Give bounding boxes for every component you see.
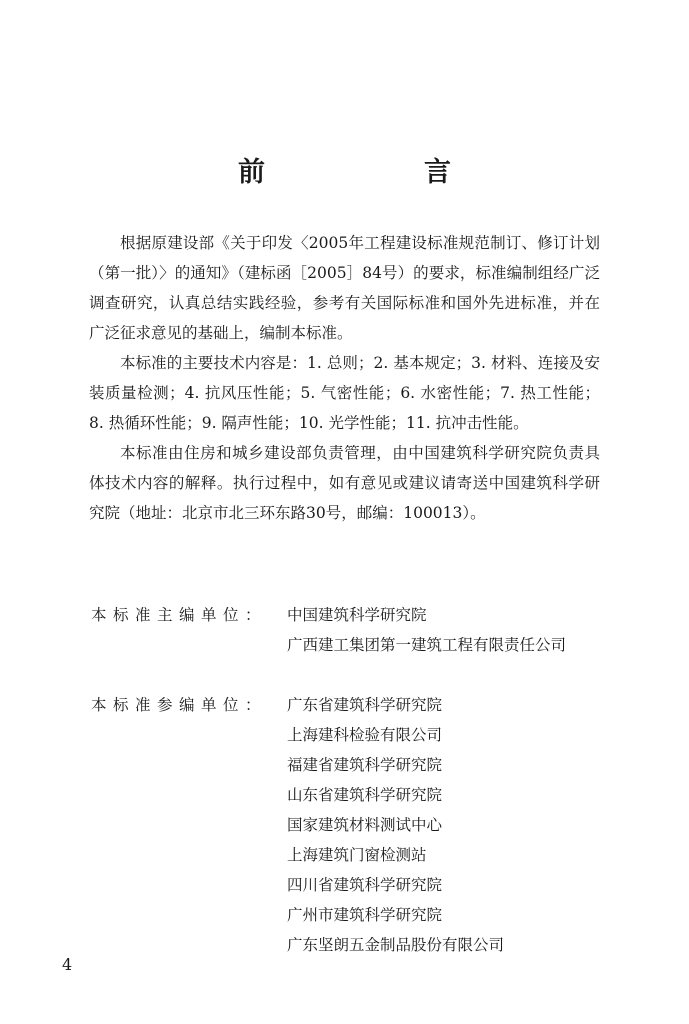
page-number: 4 (62, 955, 73, 974)
unit-item: 上海建科检验有限公司 (287, 726, 443, 744)
chief-editor-block (89, 600, 600, 660)
participants-label: 本标准参编单位： (91, 696, 268, 714)
unit-item: 广西建工集团第一建筑工程有限责任公司 (287, 636, 567, 654)
unit-item: 广东省建筑科学研究院 (287, 696, 443, 714)
participants-block (89, 690, 600, 960)
unit-item: 四川省建筑科学研究院 (287, 876, 443, 894)
unit-item: 广东坚朗五金制品股份有限公司 (287, 936, 505, 954)
participants-list (287, 690, 600, 960)
unit-item: 山东省建筑科学研究院 (287, 786, 443, 804)
paragraph-management: 本标准由住房和城乡建设部负责管理，由中国建筑科学研究院负责具体技术内容的解释。执行过程中，如有意见或建议请寄送中国建筑科学研究院（地址：北京市北三环东路30号，邮编：100013）。 (89, 444, 600, 522)
paragraph-basis: 根据原建设部《关于印发〈2005年工程建设标准规范制订、修订计划（第一批）〉的通知》（建标函［2005］84号）的要求，标准编制组经广泛调查研究，认真总结实践经验，参考有关国际标准和国外先进标准，并在广泛征求意见的基础上，编制本标准。 (89, 234, 600, 342)
unit-item: 广州市建筑科学研究院 (287, 906, 443, 924)
unit-item: 福建省建筑科学研究院 (287, 756, 443, 774)
unit-item: 国家建筑材料测试中心 (287, 816, 443, 834)
page-title: 前 言 (238, 157, 517, 188)
chief-editor-label: 本标准主编单位： (91, 606, 268, 624)
preface-body (89, 228, 600, 528)
chief-editor-list (287, 600, 600, 660)
unit-item: 上海建筑门窗检测站 (287, 846, 427, 864)
unit-item: 中国建筑科学研究院 (287, 606, 427, 624)
paragraph-contents: 本标准的主要技术内容是：1. 总则；2. 基本规定；3. 材料、连接及安装质量检测；4. 抗风压性能；5. 气密性能；6. 水密性能；7. 热工性能；8. 热循环性能；9. 隔声性能；10. 光学性能；11. 抗冲击性能。 (89, 354, 600, 432)
